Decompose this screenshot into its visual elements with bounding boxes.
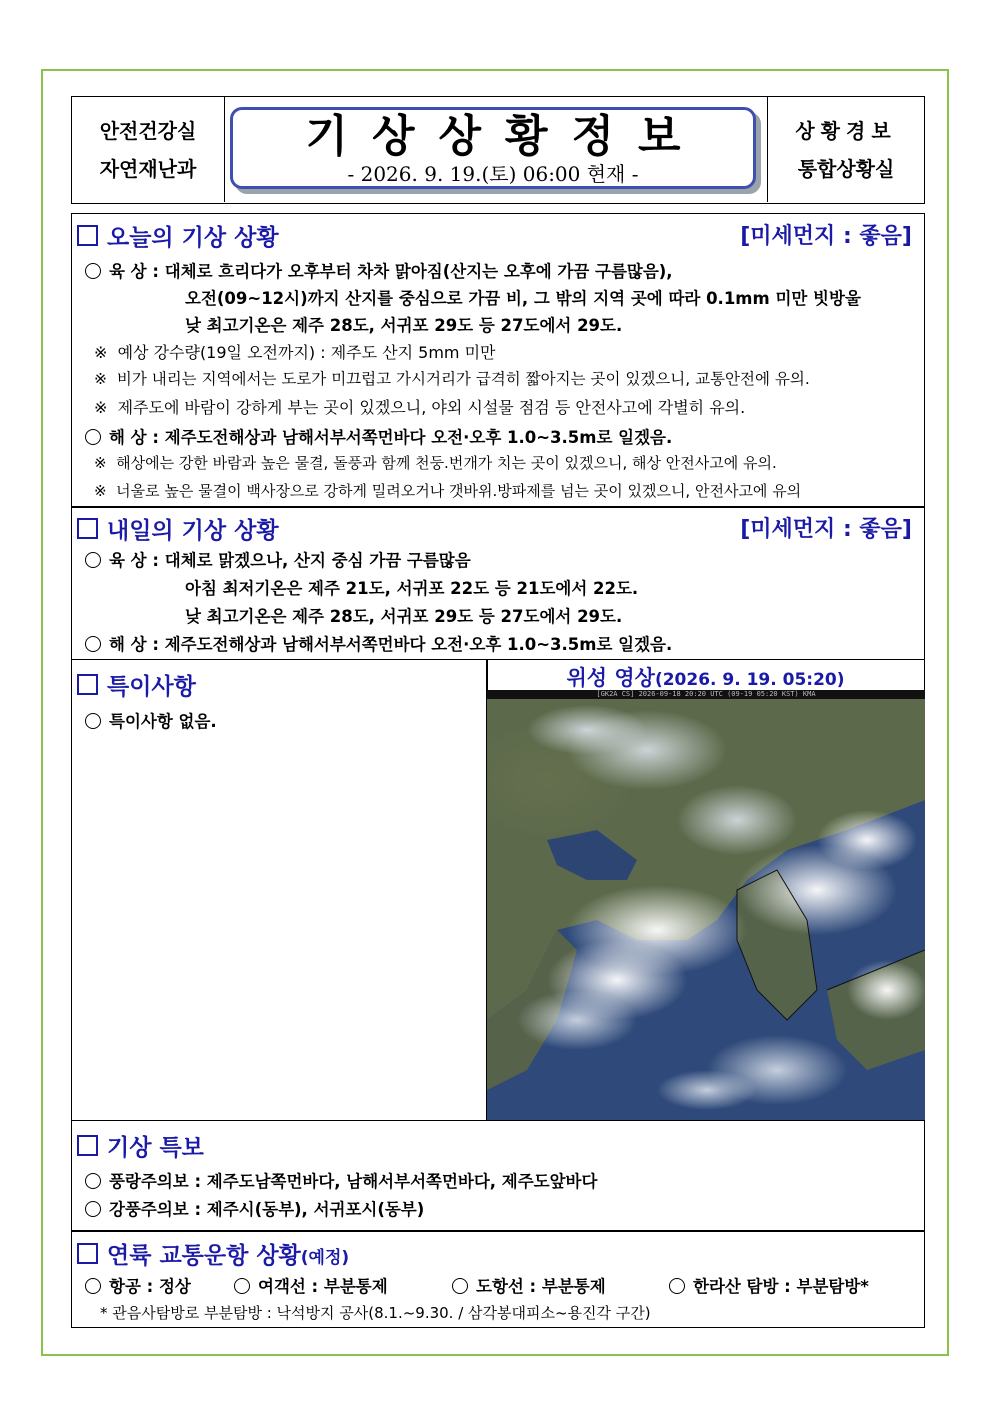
tomorrow-sea-row <box>85 631 672 655</box>
tomorrow-land-line-2: 아침 최저기온은 제주 21도, 서귀포 22도 등 21도에서 22도. <box>185 579 639 598</box>
circle-bullet-icon <box>85 713 101 729</box>
tomorrow-heading-text: 내일의 기상 상황 <box>107 518 279 544</box>
tomorrow-dust-status: [미세먼지 : 좋음] <box>740 517 912 542</box>
checkbox-icon <box>77 1135 98 1156</box>
satellite-title-text: 위성 영상 <box>566 666 655 690</box>
today-section <box>71 213 925 508</box>
tomorrow-land-line-3: 낮 최고기온은 제주 28도, 서귀포 29도 등 27도에서 29도. <box>185 607 623 626</box>
traffic-footnote: * 관음사탐방로 부분탐방 : 낙석방지 공사(8.1.~9.30. / 삼각봉대피소~용진각 구간) <box>100 1304 651 1322</box>
traffic-item-1-text: 항공 : 정상 <box>109 1277 191 1296</box>
circle-bullet-icon <box>85 636 101 652</box>
department-line1: 안전건강실 <box>99 118 197 143</box>
traffic-item-4-text: 한라산 탐방 : 부분탐방* <box>693 1277 869 1296</box>
circle-bullet-icon <box>85 429 101 445</box>
tomorrow-land-label: 육 상 : <box>109 551 159 570</box>
circle-bullet-icon <box>85 1201 101 1217</box>
warning-item-1 <box>85 1168 597 1192</box>
tomorrow-heading <box>77 512 279 545</box>
warning-item-2 <box>85 1196 424 1220</box>
tomorrow-section <box>71 506 925 660</box>
tomorrow-land-line-1: 대체로 맑겠으나, 산지 중심 가끔 구름많음 <box>164 551 471 570</box>
today-heading-text: 오늘의 기상 상황 <box>107 225 279 251</box>
today-sea-label: 해 상 : <box>109 428 159 447</box>
tomorrow-sea-line: 제주도전해상과 남해서부서쪽먼바다 오전·오후 1.0~3.5m로 일겠음. <box>164 635 673 654</box>
department-block <box>72 97 225 202</box>
today-sea-note-2: ※ 너울로 높은 물결이 백사장으로 강하게 밀려오거나 갯바위.방파제를 넘는 곳이 있겠으니, 안전사고에 유의 <box>94 482 802 500</box>
special-section <box>71 659 488 1121</box>
circle-bullet-icon <box>234 1278 250 1294</box>
today-sea-note-2-text: 너울로 높은 물결이 백사장으로 강하게 밀려오거나 갯바위.방파제를 넘는 곳이 있겠으니, 안전사고에 유의 <box>116 482 802 500</box>
document-date: - 2026. 9. 19.(토) 06:00 현재 - <box>347 162 639 186</box>
satellite-map-graphic <box>487 690 925 1120</box>
today-sea-line: 제주도전해상과 남해서부서쪽먼바다 오전·오후 1.0~3.5m로 일겠음. <box>164 428 673 447</box>
today-heading <box>77 219 279 252</box>
today-land-note-2-text: 비가 내리는 지역에서는 도로가 미끄럽고 가시거리가 급격히 짧아지는 곳이 있겠으니, 교통안전에 유의. <box>116 370 810 388</box>
traffic-item-3-text: 도항선 : 부분통제 <box>476 1277 606 1296</box>
special-heading-text: 특이사항 <box>107 674 196 700</box>
traffic-heading-suffix: (예정) <box>300 1248 350 1268</box>
checkbox-icon <box>77 1243 98 1264</box>
satellite-caption: [GK2A CS] 2026-09-18 20:20 UTC (09-19 05:20 KST) KMA <box>487 690 925 699</box>
warnings-heading <box>77 1129 204 1162</box>
circle-bullet-icon <box>85 552 101 568</box>
document-header <box>71 96 925 204</box>
traffic-item-2 <box>234 1273 388 1297</box>
document-title: 기상상황정보 <box>305 111 705 162</box>
traffic-item-1 <box>85 1273 191 1297</box>
special-heading <box>77 668 196 701</box>
special-item <box>85 708 217 732</box>
satellite-datetime: (2026. 9. 19. 05:20) <box>654 670 845 690</box>
checkbox-icon <box>77 674 98 695</box>
circle-bullet-icon <box>85 263 101 279</box>
today-land-label: 육 상 : <box>109 262 159 281</box>
satellite-image <box>487 690 925 1120</box>
today-sea-note-1: ※ 해상에는 강한 바람과 높은 물결, 돌풍과 함께 천둥.번개가 치는 곳이 있겠으니, 해상 안전사고에 유의. <box>94 454 777 472</box>
checkbox-icon <box>77 518 98 539</box>
satellite-title <box>487 662 924 692</box>
circle-bullet-icon <box>85 1278 101 1294</box>
traffic-heading-text: 연륙 교통운항 상황 <box>107 1243 301 1269</box>
circle-bullet-icon <box>669 1278 685 1294</box>
today-land-line-3: 낮 최고기온은 제주 28도, 서귀포 29도 등 27도에서 29도. <box>185 316 623 335</box>
circle-bullet-icon <box>452 1278 468 1294</box>
warning-item-1-text: 풍랑주의보 : 제주도남쪽먼바다, 남해서부서쪽먼바다, 제주도앞바다 <box>109 1172 598 1191</box>
today-land-note-3: ※ 제주도에 바람이 강하게 부는 곳이 있겠으니, 야외 시설물 점검 등 안전사고에 각별히 유의. <box>94 398 746 417</box>
today-dust-status: [미세먼지 : 좋음] <box>740 224 912 249</box>
warnings-heading-text: 기상 특보 <box>107 1135 204 1161</box>
satellite-section <box>486 659 925 1121</box>
department-line2: 자연재난과 <box>99 156 197 181</box>
today-land-note-3-text: 제주도에 바람이 강하게 부는 곳이 있겠으니, 야외 시설물 점검 등 안전사고에 각별히 유의. <box>117 398 746 417</box>
office-line2: 통합상황실 <box>797 156 895 181</box>
today-land-note-1-text: 예상 강수량(19일 오전까지) : 제주도 산지 5mm 미만 <box>117 343 496 362</box>
traffic-section <box>71 1230 925 1328</box>
tomorrow-sea-label: 해 상 : <box>109 635 159 654</box>
traffic-item-3 <box>452 1273 606 1297</box>
today-land-note-1: ※ 예상 강수량(19일 오전까지) : 제주도 산지 5mm 미만 <box>94 343 496 362</box>
traffic-item-2-text: 여객선 : 부분통제 <box>258 1277 388 1296</box>
office-line1: 상황경보 <box>795 118 897 143</box>
warning-item-2-text: 강풍주의보 : 제주시(동부), 서귀포시(동부) <box>109 1200 425 1219</box>
today-sea-note-1-text: 해상에는 강한 바람과 높은 물결, 돌풍과 함께 천둥.번개가 치는 곳이 있겠으니, 해상 안전사고에 유의. <box>116 454 777 472</box>
today-land-line-1: 대체로 흐리다가 오후부터 차차 맑아짐(산지는 오후에 가끔 구름많음), <box>164 262 673 281</box>
today-land-row <box>85 258 673 282</box>
traffic-item-4 <box>669 1273 869 1297</box>
office-block <box>767 97 924 202</box>
warnings-section <box>71 1120 925 1232</box>
circle-bullet-icon <box>85 1173 101 1189</box>
checkbox-icon <box>77 225 98 246</box>
traffic-heading <box>77 1237 349 1270</box>
today-land-line-2: 오전(09~12시)까지 산지를 중심으로 가끔 비, 그 밖의 지역 곳에 따라 0.1mm 미만 빗방울 <box>185 289 861 308</box>
title-box <box>230 107 756 189</box>
today-sea-row <box>85 424 672 448</box>
special-item-text: 특이사항 없음. <box>109 712 217 731</box>
tomorrow-land-row <box>85 547 471 571</box>
today-land-note-2: ※ 비가 내리는 지역에서는 도로가 미끄럽고 가시거리가 급격히 짧아지는 곳이 있겠으니, 교통안전에 유의. <box>94 370 810 388</box>
